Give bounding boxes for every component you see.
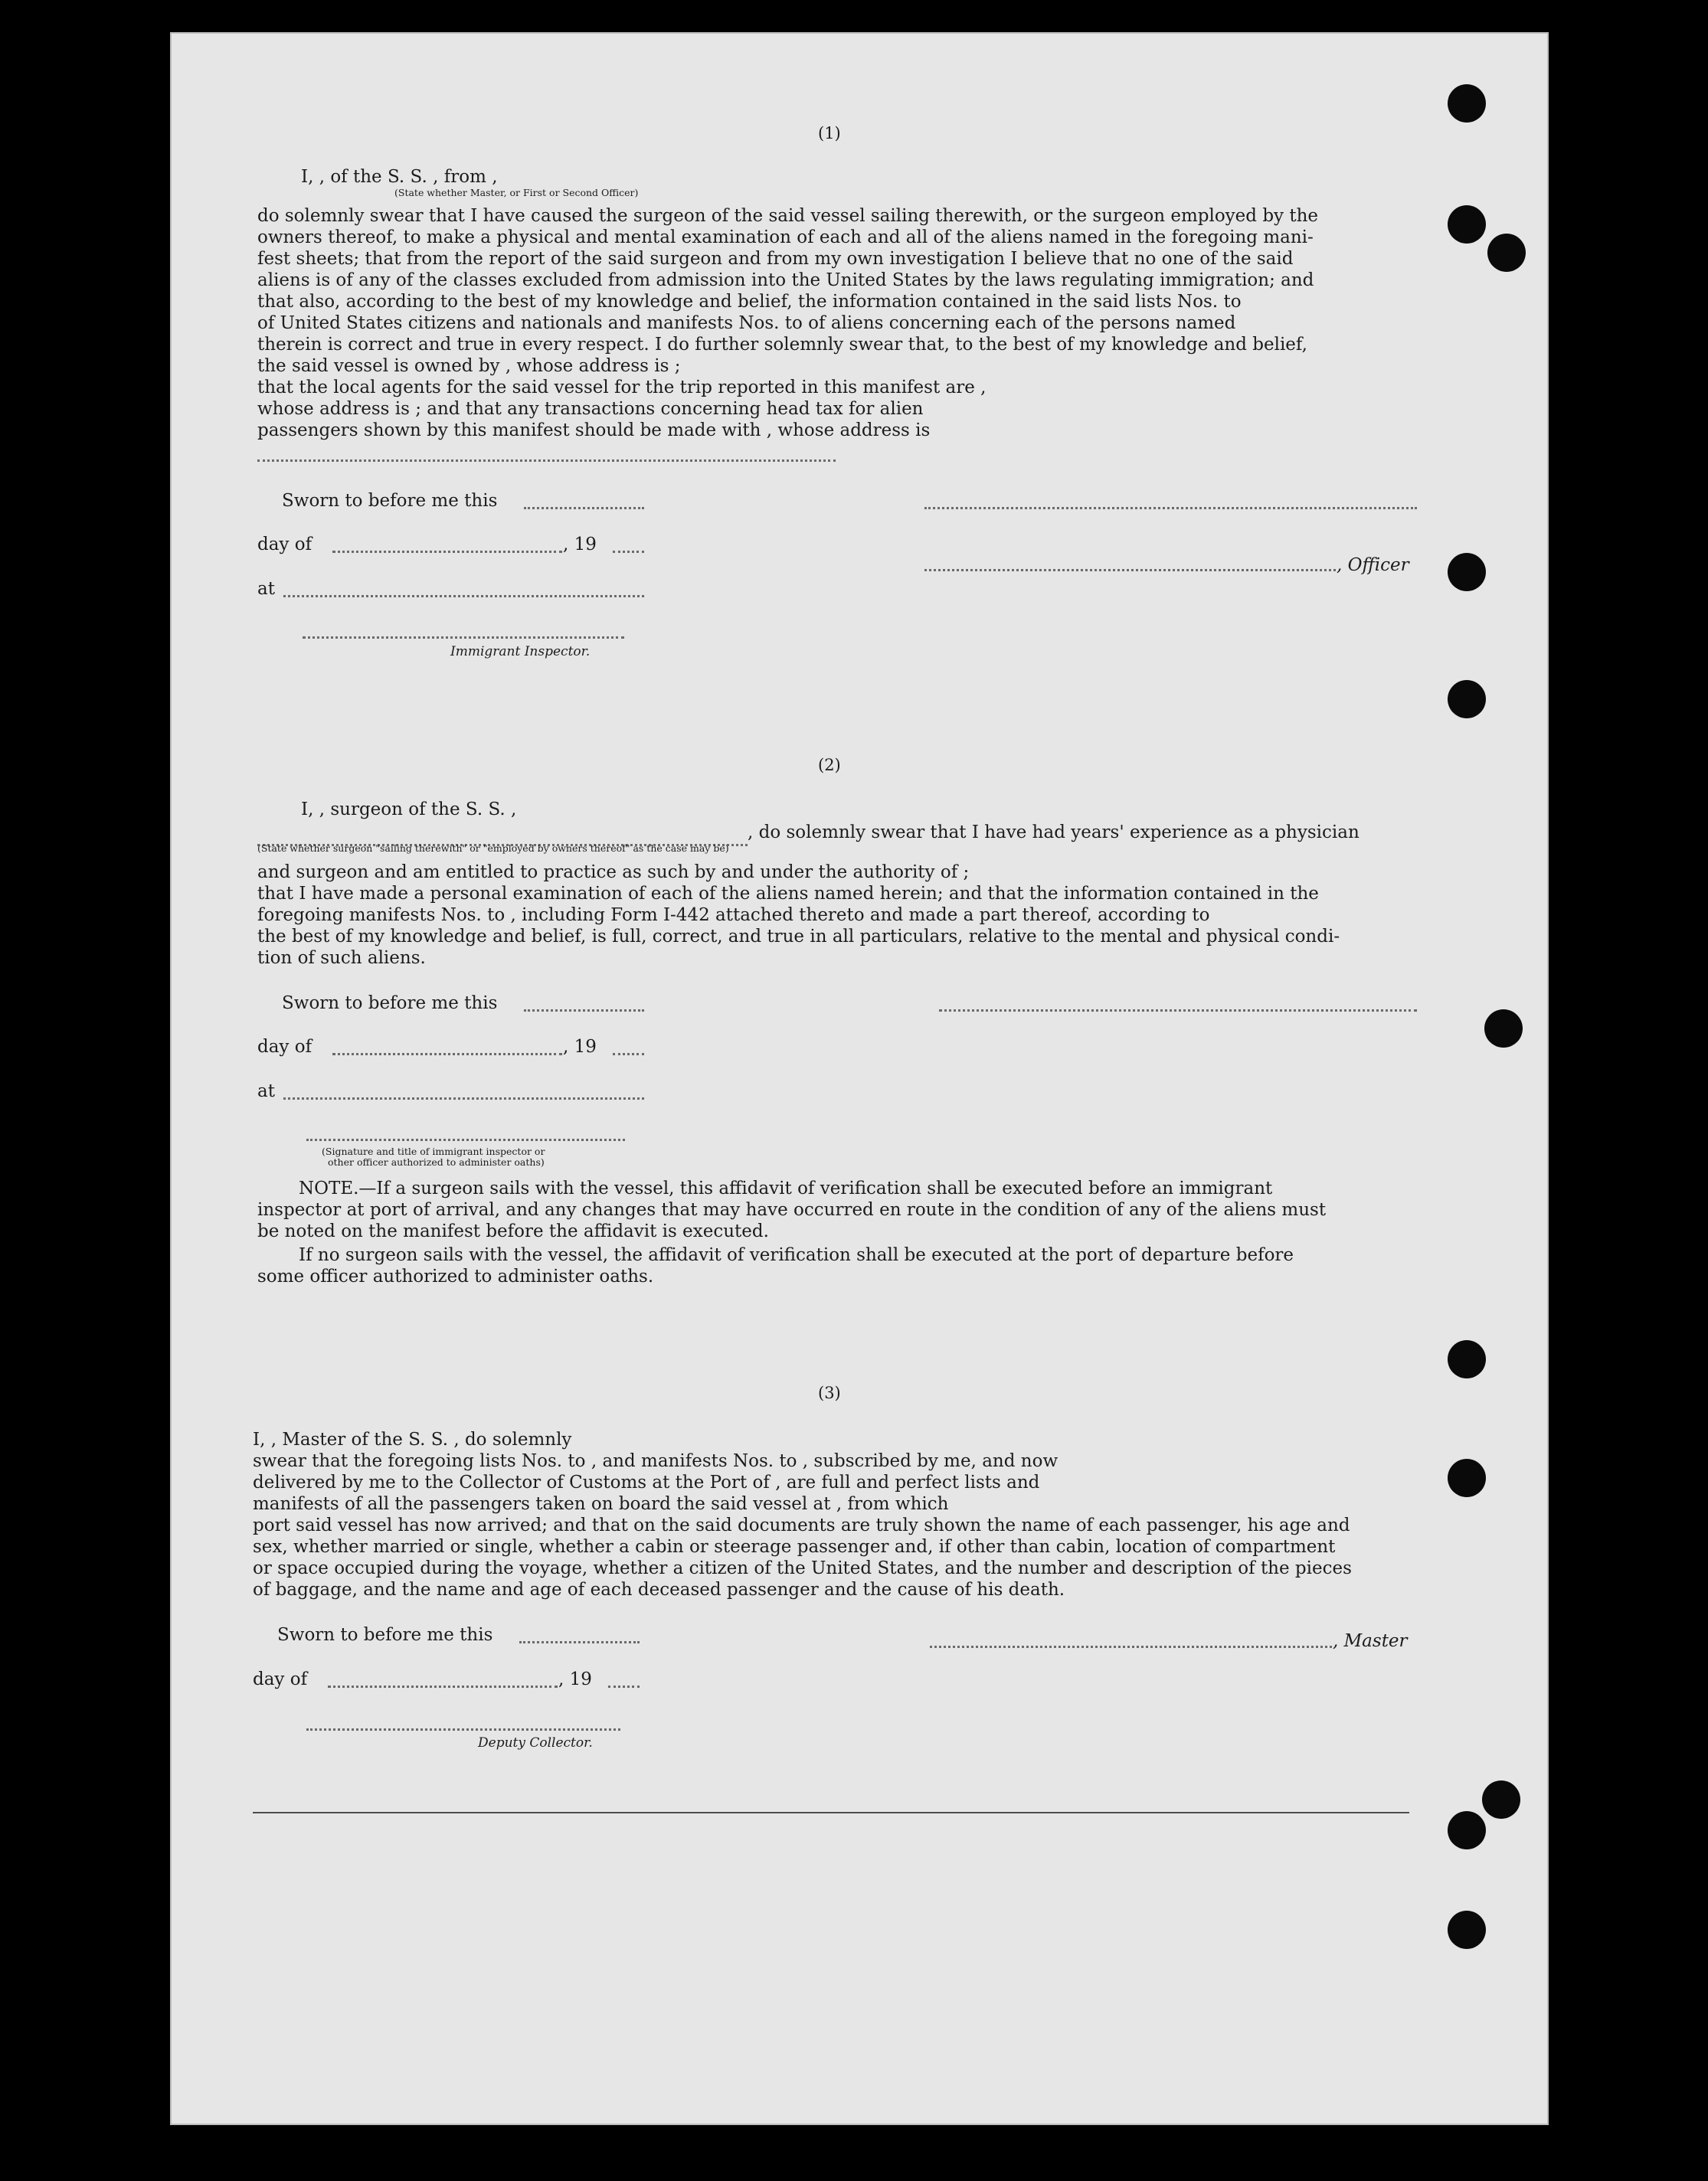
s3-sworn-line xyxy=(519,1641,640,1643)
s1-line-6: that also, according to the best of my knowledge and belief, the information contained in the said lists Nos. to xyxy=(257,292,1242,312)
s3-day-line xyxy=(328,1686,558,1688)
s3-line-5: port said vessel has now arrived; and that on the said documents are truly shown the name of each passenger, his age and xyxy=(253,1516,1350,1535)
s2-line-5: foregoing manifests Nos. to , including Form I-442 attached thereto and made a part thereof, according to xyxy=(257,905,1210,925)
punch-hole xyxy=(1448,1340,1486,1378)
s1-line-8: therein is correct and true in every respect. I do further solemnly swear that, to the best of my knowledge and belief, xyxy=(257,335,1307,355)
s1-officer-line xyxy=(924,569,1336,571)
punch-hole xyxy=(1448,84,1486,123)
s2-note-line-3: be noted on the manifest before the affidavit is executed. xyxy=(257,1221,769,1241)
s3-collector-caption: Deputy Collector. xyxy=(478,1735,593,1751)
punch-hole xyxy=(1448,553,1486,591)
s2-line-1: I, , surgeon of the S. S. , xyxy=(301,799,517,819)
s3-year-label: , 19 xyxy=(558,1669,592,1689)
s2-signature-line xyxy=(939,1009,1417,1012)
s1-year-line xyxy=(613,551,644,553)
s3-line-1: I, , Master of the S. S. , do solemnly xyxy=(253,1430,572,1450)
s1-day-label: day of xyxy=(257,535,312,554)
s3-line-2: swear that the foregoing lists Nos. to , and manifests Nos. to , subscribed by me, and now xyxy=(253,1451,1059,1471)
s2-at-line xyxy=(283,1097,644,1100)
s1-sworn-label: Sworn to before me this xyxy=(282,491,498,511)
s1-line-10: that the local agents for the said vessel for the trip reported in this manifest are , xyxy=(257,378,987,397)
s1-line-9: the said vessel is owned by , whose address is ; xyxy=(257,356,681,376)
s2-inspector-caption-2: other officer authorized to administer oaths) xyxy=(328,1156,545,1168)
s1-line-3: owners thereof, to make a physical and mental examination of each and all of the aliens named in the foregoing mani- xyxy=(257,227,1314,247)
s1-inspector-caption: Immigrant Inspector. xyxy=(450,644,591,659)
s2-line-2: , do solemnly swear that I have had years' experience as a physician xyxy=(748,822,1360,842)
s1-inspector-line xyxy=(303,636,624,639)
s1-line-4: fest sheets; that from the report of the said surgeon and from my own investigation I believe that no one of the said xyxy=(257,249,1294,269)
punch-hole xyxy=(1448,1811,1486,1849)
s1-at-label: at xyxy=(257,579,275,599)
s2-note-line-2: inspector at port of arrival, and any changes that may have occurred en route in the condition of any of the aliens must xyxy=(257,1200,1327,1220)
s3-line-7: or space occupied during the voyage, whether a citizen of the United States, and the number and description of the pieces xyxy=(253,1558,1352,1578)
s1-line-5: aliens is of any of the classes excluded from admission into the United States by the laws regulating immigration; and xyxy=(257,270,1314,290)
s2-line-4: that I have made a personal examination of each of the aliens named herein; and that the information contained in the xyxy=(257,884,1319,904)
s1-at-line xyxy=(283,595,644,597)
s1-line-11: whose address is ; and that any transactions concerning head tax for alien xyxy=(257,399,924,419)
s2-note-line-1: NOTE.—If a surgeon sails with the vessel, this affidavit of verification shall be executed before an immigrant xyxy=(299,1179,1273,1198)
s2-day-label: day of xyxy=(257,1037,312,1057)
s2-day-line xyxy=(332,1053,562,1055)
s2-inspector-line xyxy=(306,1139,625,1141)
s3-line-8: of baggage, and the name and age of each deceased passenger and the cause of his death. xyxy=(253,1580,1065,1600)
s1-fill-line xyxy=(257,459,836,462)
s2-at-label: at xyxy=(257,1081,275,1101)
punch-hole xyxy=(1484,1009,1523,1048)
s1-line-12: passengers shown by this manifest should be made with , whose address is xyxy=(257,420,931,440)
s1-officer-note: (State whether Master, or First or Second Officer) xyxy=(394,187,639,198)
punch-hole xyxy=(1448,1911,1486,1949)
punch-hole xyxy=(1482,1780,1520,1819)
section-1-title: (1) xyxy=(818,124,841,142)
bottom-rule xyxy=(253,1812,1409,1813)
punch-hole xyxy=(1448,205,1486,244)
s3-sworn-label: Sworn to before me this xyxy=(277,1625,493,1645)
s2-line-3: and surgeon and am entitled to practice as such by and under the authority of ; xyxy=(257,862,970,882)
s3-line-6: sex, whether married or single, whether a cabin or steerage passenger and, if other than cabin, location of compartment xyxy=(253,1537,1336,1557)
punch-hole xyxy=(1448,680,1486,718)
s2-note-line-5: some officer authorized to administer oaths. xyxy=(257,1267,654,1287)
s3-year-line xyxy=(608,1686,640,1688)
s3-line-3: delivered by me to the Collector of Customs at the Port of , are full and perfect lists and xyxy=(253,1473,1040,1493)
punch-hole xyxy=(1487,234,1526,272)
s1-line-1: I, , of the S. S. , from , xyxy=(301,167,498,187)
s3-master-line xyxy=(930,1646,1332,1648)
s2-line-6: the best of my knowledge and belief, is full, correct, and true in all particulars, relative to the mental and physical condi- xyxy=(257,927,1340,947)
s2-line-7: tion of such aliens. xyxy=(257,948,426,968)
s2-sworn-line xyxy=(524,1009,644,1012)
section-3-title: (3) xyxy=(818,1384,841,1402)
s1-year-label: , 19 xyxy=(563,535,597,554)
s2-surgeon-note: (State whether surgeon "sailing therewith" or "employed by owners thereof" as the case may be) xyxy=(257,842,729,854)
s2-year-label: , 19 xyxy=(563,1037,597,1057)
s1-day-line xyxy=(332,551,562,553)
s3-line-4: manifests of all the passengers taken on board the said vessel at , from which xyxy=(253,1494,949,1514)
s1-line-7: of United States citizens and nationals and manifests Nos. to of aliens concerning each of the persons named xyxy=(257,313,1236,333)
section-2-title: (2) xyxy=(818,756,841,774)
s1-line-2: do solemnly swear that I have caused the surgeon of the said vessel sailing therewith, or the surgeon employed by the xyxy=(257,206,1319,226)
s2-note-line-4: If no surgeon sails with the vessel, the affidavit of verification shall be executed at the port of departure before xyxy=(299,1245,1294,1265)
punch-hole xyxy=(1448,1459,1486,1497)
s2-sworn-label: Sworn to before me this xyxy=(282,993,498,1013)
s2-year-line xyxy=(613,1053,644,1055)
s3-master-label: , Master xyxy=(1333,1631,1408,1651)
s1-officer-label: , Officer xyxy=(1337,555,1409,575)
s3-collector-line xyxy=(306,1728,620,1731)
s1-sworn-line xyxy=(524,507,644,509)
s2-inspector-caption-1: (Signature and title of immigrant inspector or xyxy=(322,1146,545,1157)
s3-day-label: day of xyxy=(253,1669,308,1689)
s1-signature-line xyxy=(924,507,1417,509)
